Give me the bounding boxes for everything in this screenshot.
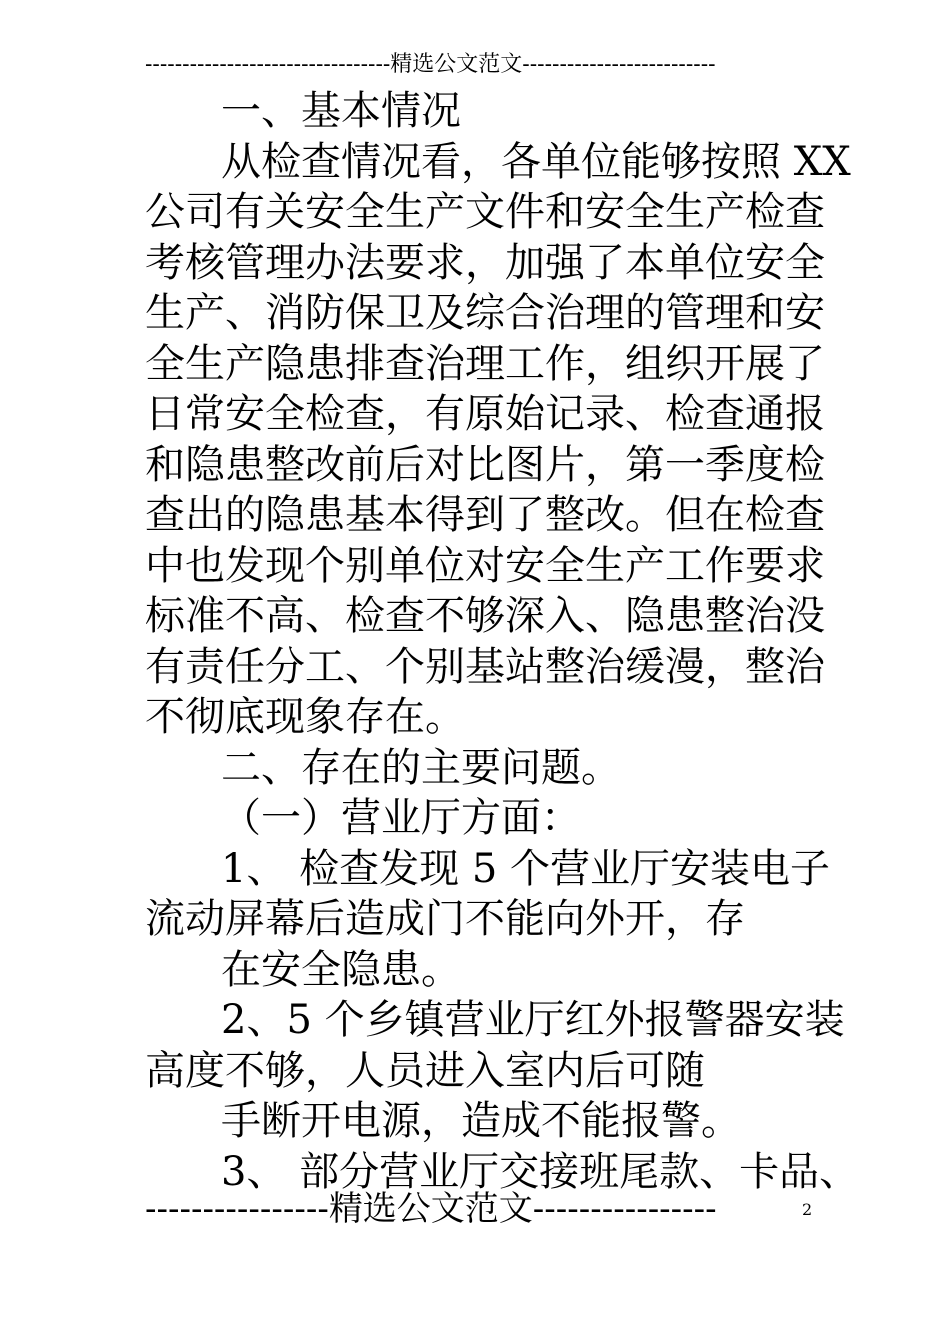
text-line: 有责任分工、个别基站整治缓漫，整治 (145, 643, 825, 690)
text-line: 全生产隐患排查治理工作，组织开展了 (145, 340, 825, 387)
document-body (145, 86, 860, 1197)
text-line: 不彻底现象存在。 (145, 694, 465, 740)
text-line: 公司有关安全生产文件和安全生产检查 (145, 189, 825, 235)
text-line: 3、 部分营业厅交接班尾款、卡品、 (221, 1148, 860, 1195)
text-line: 1、 检查发现 5 个营业厅安装电子 (221, 845, 831, 892)
text-line: 2、5 个乡镇营业厅红外报警器安装 (221, 997, 845, 1043)
text-line: 生产、消防保卫及综合治理的管理和安 (145, 290, 825, 336)
text-line: 日常安全检查，有原始记录、检查通报 (145, 391, 825, 437)
text-line: 查出的隐患基本得到了整改。但在检查 (145, 492, 825, 538)
text-line: 二、存在的主要问题。 (221, 744, 621, 791)
text-line: 流动屏幕后造成门不能向外开，存 (145, 896, 745, 942)
text-line: 和隐患整改前后对比图片，第一季度检 (145, 441, 825, 488)
text-line: （一）营业厅方面： (221, 795, 581, 841)
page-footer: ----------------精选公文范文---------------- (145, 1189, 717, 1229)
text-line: 标准不高、检查不够深入、隐患整治没 (145, 593, 825, 639)
page-number: 2 (802, 1200, 813, 1219)
page-header: ---------------------------------精选公文范文-------------------------- (145, 52, 716, 77)
text-line: 手断开电源，造成不能报警。 (221, 1098, 741, 1144)
text-line: 考核管理办法要求，加强了本单位安全 (145, 239, 825, 286)
text-line: 在安全隐患。 (221, 946, 461, 993)
text-line: 一、基本情况 (221, 88, 461, 134)
text-line: 从检查情况看，各单位能够按照 XX (221, 138, 851, 185)
text-line: 中也发现个别单位对安全生产工作要求 (145, 542, 825, 589)
text-line: 高度不够，人员进入室内后可随 (145, 1047, 705, 1094)
